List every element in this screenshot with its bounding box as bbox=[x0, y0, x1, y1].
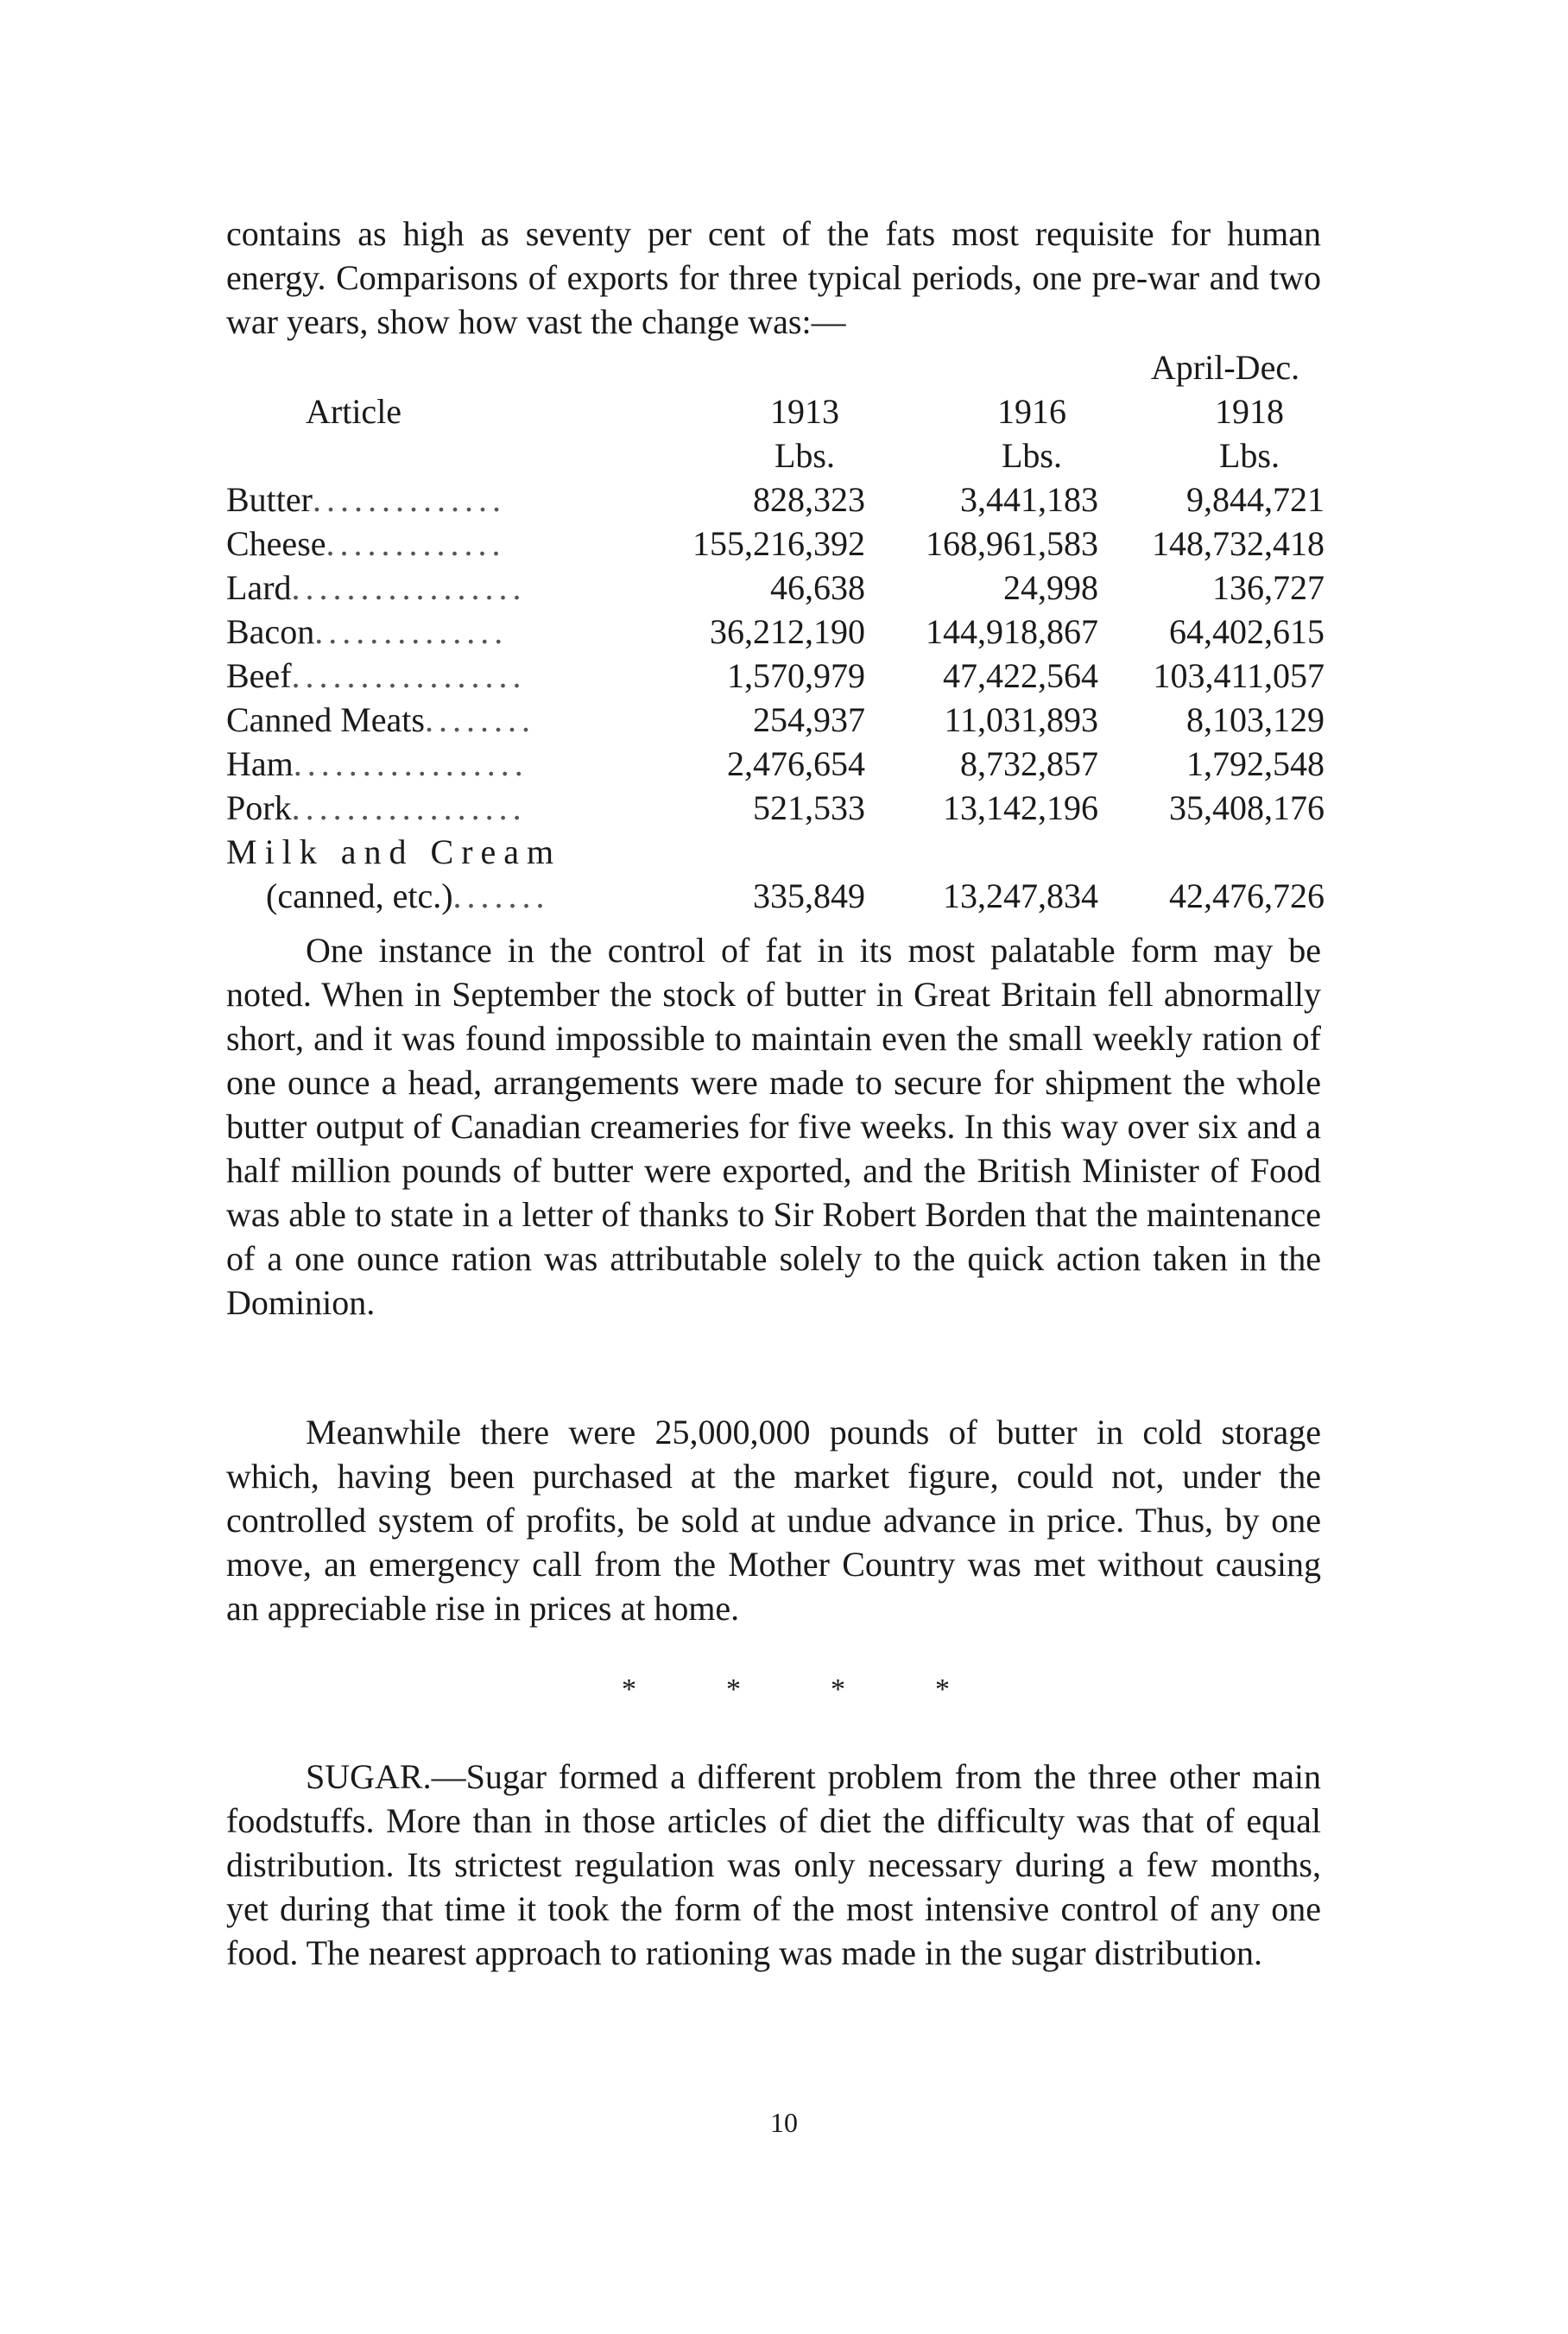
row-value-1918: 64,402,615 bbox=[1169, 612, 1325, 651]
leader-dots: ................. bbox=[291, 788, 527, 827]
asterisk: * bbox=[726, 1673, 741, 1705]
header-year-1916: 1916 bbox=[997, 392, 1066, 431]
row-value-1918: 103,411,057 bbox=[1153, 656, 1325, 695]
header-year-1918: 1918 bbox=[1215, 392, 1284, 431]
header-period-1918: April-Dec. bbox=[1150, 348, 1300, 387]
leader-dots: ............. bbox=[326, 524, 506, 563]
header-unit-1913: Lbs. bbox=[775, 436, 835, 475]
leader-dots: ....... bbox=[452, 876, 550, 915]
table-row bbox=[226, 566, 1325, 610]
leader-dots: .............. bbox=[312, 480, 506, 519]
row-value-1916: 47,422,564 bbox=[943, 656, 1098, 695]
storage-paragraph: Meanwhile there were 25,000,000 pounds of butter in cold storage which, having been purchased at the market figure, could not, under the controlled system of profits, be sold at undue advance in price. Thus, by one move, an emergency call from the Mother Country was met without causing an appreciable rise in prices at home. bbox=[226, 1413, 1321, 1628]
intro-paragraph: contains as high as seventy per cent of the fats most requisite for human energy. Comparisons of exports for three typical periods, one pre-war and two war years, show how vast the change was:— bbox=[226, 214, 1321, 341]
table-row bbox=[226, 698, 1325, 742]
row-value-1916: 13,247,834 bbox=[943, 876, 1098, 915]
row-value-1918: 35,408,176 bbox=[1169, 788, 1325, 827]
row-value-1916: 168,961,583 bbox=[926, 524, 1098, 563]
asterisk: * bbox=[831, 1673, 845, 1705]
table-row bbox=[226, 610, 1325, 654]
leader-dots: ........ bbox=[424, 700, 535, 739]
table-header-row-3 bbox=[226, 433, 1325, 478]
row-value-1913: 828,323 bbox=[753, 480, 865, 519]
row-article: Cheese bbox=[226, 524, 326, 563]
header-unit-1916: Lbs. bbox=[1002, 436, 1062, 475]
row-article-line-1: Milk and Cream bbox=[226, 832, 562, 871]
row-value-1916: 11,031,893 bbox=[944, 700, 1098, 739]
row-value-1913: 2,476,654 bbox=[727, 744, 865, 783]
row-article: Bacon bbox=[226, 612, 315, 651]
table-header-row-1 bbox=[226, 345, 1325, 389]
butter-paragraph: One instance in the control of fat in its most palatable form may be noted. When in September the stock of butter in Great Britain fell abnormally short, and it was found impossible to maintain even the small weekly ration of one ounce a head, arrangements were made to secure for shipment the whole butter output of Canadian creameries for five weeks. In this way over six and a half million pounds of butter were exported, and the British Minister of Food was able to state in a letter of thanks to Sir Robert Borden that the maintenance of a one ounce ration was attributable solely to the quick action taken in the Dominion. bbox=[226, 931, 1321, 1322]
leader-dots: .............. bbox=[314, 612, 509, 651]
row-article: Ham bbox=[226, 744, 294, 783]
table-row bbox=[226, 478, 1325, 522]
exports-table bbox=[226, 345, 1325, 918]
row-article: Canned Meats bbox=[226, 700, 425, 739]
row-value-1913: 36,212,190 bbox=[710, 612, 865, 651]
row-value-1916: 13,142,196 bbox=[943, 788, 1098, 827]
row-value-1918: 9,844,721 bbox=[1186, 480, 1325, 519]
row-article-line-2: (canned, etc.) bbox=[266, 876, 453, 915]
table-row bbox=[226, 742, 1325, 786]
page-number: 10 bbox=[770, 2107, 798, 2138]
row-value-1918: 136,727 bbox=[1212, 568, 1325, 607]
row-value-1913: 254,937 bbox=[753, 700, 865, 739]
asterisk: * bbox=[935, 1673, 950, 1705]
header-year-1913: 1913 bbox=[770, 392, 839, 431]
sugar-paragraph: SUGAR.—Sugar formed a different problem from the three other main foodstuffs. More than in those articles of diet the difficulty was that of equal distribution. Its strictest regulation was only necessary during a few months, yet during that time it took the form of the most intensive control of any one food. The nearest approach to rationing was made in the sugar distribution. bbox=[226, 1757, 1321, 1972]
row-value-1916: 144,918,867 bbox=[926, 612, 1098, 651]
row-value-1913: 521,533 bbox=[753, 788, 865, 827]
row-article: Pork bbox=[226, 788, 292, 827]
header-article: Article bbox=[306, 392, 402, 431]
row-value-1918: 148,732,418 bbox=[1152, 524, 1325, 563]
table-row bbox=[226, 654, 1325, 698]
row-value-1918: 1,792,548 bbox=[1186, 744, 1325, 783]
row-value-1916: 24,998 bbox=[1003, 568, 1098, 607]
row-value-1913: 155,216,392 bbox=[692, 524, 865, 563]
row-value-1916: 8,732,857 bbox=[960, 744, 1098, 783]
leader-dots: ................. bbox=[291, 656, 527, 695]
leader-dots: ................. bbox=[291, 568, 527, 607]
table-row bbox=[226, 522, 1325, 566]
row-value-1913: 1,570,979 bbox=[727, 656, 865, 695]
row-value-1913: 46,638 bbox=[770, 568, 865, 607]
table-row-label-line bbox=[226, 830, 1325, 874]
header-unit-1918: Lbs. bbox=[1219, 436, 1280, 475]
asterisk: * bbox=[622, 1673, 636, 1705]
table-row bbox=[226, 874, 1325, 918]
table-row bbox=[226, 786, 1325, 830]
row-article: Beef bbox=[226, 656, 292, 695]
row-article: Butter bbox=[226, 480, 313, 519]
row-value-1918: 8,103,129 bbox=[1186, 700, 1325, 739]
row-article: Lard bbox=[226, 568, 292, 607]
table-header-row-2 bbox=[226, 389, 1325, 433]
leader-dots: ................. bbox=[293, 744, 528, 783]
row-value-1913: 335,849 bbox=[753, 876, 865, 915]
section-separator bbox=[622, 1673, 950, 1706]
row-value-1918: 42,476,726 bbox=[1169, 876, 1325, 915]
row-value-1916: 3,441,183 bbox=[960, 480, 1098, 519]
